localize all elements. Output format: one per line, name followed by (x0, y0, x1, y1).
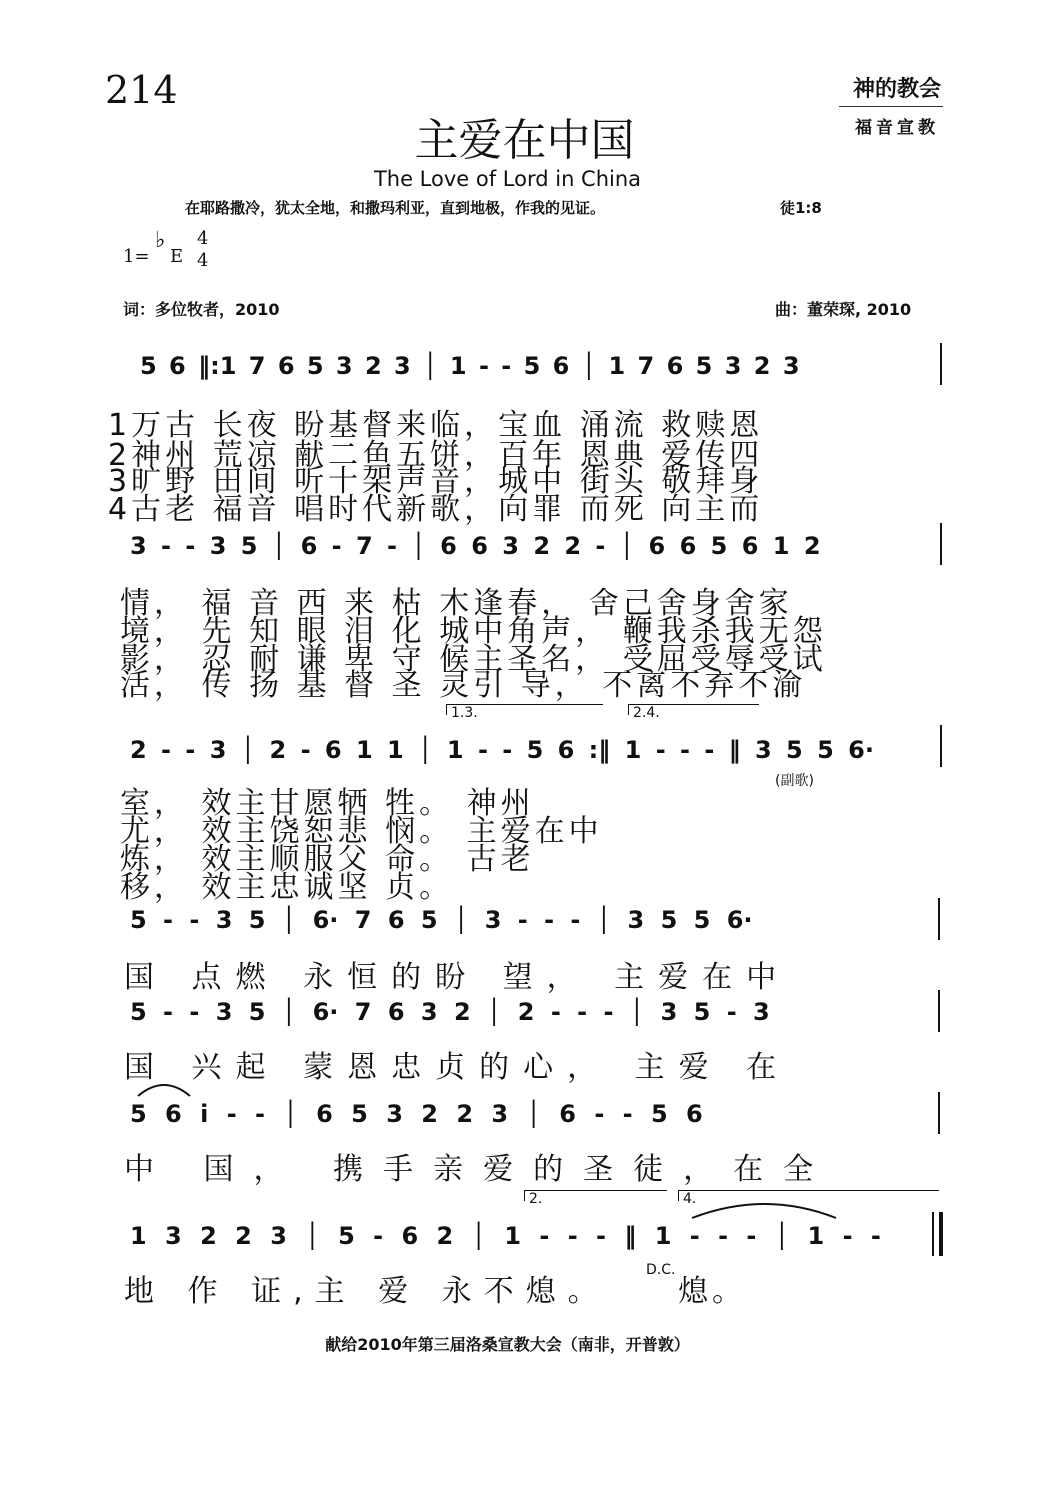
volta-1-label: 1.3. (451, 705, 478, 721)
flat-sign: ♭ (155, 228, 166, 253)
volta-1 (446, 704, 603, 721)
ts-top: 4 (197, 228, 209, 249)
lyricist-credit: 词：多位牧者，2010 (123, 300, 280, 319)
scripture-ref: 徒1:8 (780, 199, 822, 217)
org-name: 神的教会 (852, 77, 941, 102)
lyric-row-7: 地 作 证,主 爱 永不熄。 (124, 1274, 610, 1309)
volta-2-label: 2.4. (633, 705, 660, 721)
barline (938, 1092, 940, 1134)
notation-row-4: 5 - - 3 5 │ 6· 7 6 5 │ 3 - - - │ 3 5 5 6· (130, 906, 753, 934)
volta-4-label: 4. (683, 1191, 697, 1207)
notation-row-6: 5 6 i - - │ 6 5 3 2 2 3 │ 6 - - 5 6 (130, 1100, 703, 1128)
notation-row-3: 2 - - 3 │ 2 - 6 1 1 │ 1 - - 5 6 :‖ 1 - - - ‖ 3 5 5 6· (130, 736, 874, 764)
lyric-line-1-4: 4古老 福音 唱时代新歌，向罪 而死 向主而 (108, 492, 764, 527)
notation-row-2: 3 - - 3 5 │ 6 - 7 - │ 6 6 3 2 2 - │ 6 6 5 6 1 2 (130, 532, 821, 560)
lyric-line-1-2: 2神州 荒凉 献二鱼五饼，百年 恩典 爱传四 (108, 438, 764, 473)
lyric-row-6: 中 国， 携手亲爱的圣徒，在全 (124, 1152, 834, 1187)
lyric-line-1-1: 1万古 长夜 盼基督来临，宝血 涌流 救赎恩 (108, 408, 764, 443)
lyric-row-7-end: 熄。 (678, 1274, 746, 1309)
volta-2 (628, 704, 759, 721)
tie-mark (136, 1078, 196, 1098)
barline (938, 990, 940, 1032)
lyric-row-4: 国 点燃 永恒的盼 望， 主爱在中 (124, 960, 791, 995)
notation-row-1: 5 6 ‖:1 7 6 5 3 2 3 │ 1 - - 5 6 │ 1 7 6 5 3 2 3 (140, 352, 800, 380)
lyric-line-2-2: 境， 先 知 眼 泪 化 城中角声， 鞭我杀我无怨 (120, 614, 827, 649)
barline (938, 898, 940, 940)
final-barline (932, 1212, 943, 1256)
lyric-line-3-4: 移， 效主忠诚坚 贞。 (120, 870, 454, 905)
lyric-line-2-1: 情， 福 音 西 来 枯 木逢春， 舍己舍身舍家 (120, 586, 793, 621)
dc-mark: D.C. (646, 1262, 676, 1278)
lyric-row-5: 国 兴起 蒙恩忠贞的心， 主爱 在 (124, 1050, 791, 1085)
lyric-line-2-4: 活， 传 扬 基 督 圣 灵引 导， 不离不弃不渝 (120, 668, 807, 703)
lyric-line-3-1: 室， 效主甘愿牺 牲。 神州 (120, 786, 535, 821)
barline (940, 343, 942, 385)
hymn-number: 214 (105, 68, 178, 112)
volta-3 (524, 1190, 667, 1207)
hymn-subtitle: The Love of Lord in China (373, 167, 642, 191)
hymn-title: 主爱在中国 (414, 115, 635, 166)
lyric-line-1-3: 3旷野 田间 听十架声音，城中 街头 敬拜身 (108, 464, 764, 499)
dedication: 献给2010年第三届洛桑宣教大会（南非，开普敦） (325, 1335, 690, 1354)
lyric-line-2-3: 影， 忍 耐 谦 卑 守 候主圣名， 受屈受辱受试 (120, 642, 827, 677)
key-letter: E (170, 246, 184, 267)
notation-row-5: 5 - - 3 5 │ 6· 7 6 3 2 │ 2 - - - │ 3 5 - 3 (130, 998, 770, 1026)
key-prefix: 1= (123, 246, 150, 267)
scripture-verse: 在耶路撒冷，犹太全地，和撒玛利亚，直到地极，作我的见证。 (185, 199, 606, 217)
barline (940, 725, 942, 767)
lyric-line-3-2: 尤， 效主饶恕悲 悯。 主爱在中 (120, 814, 603, 849)
tie-mark (690, 1196, 840, 1220)
composer-credit: 曲：董荣琛, 2010 (775, 300, 912, 319)
lyric-line-3-3: 炼， 效主顺服父 命。 古老 (120, 842, 535, 877)
time-signature (197, 228, 208, 272)
refrain-label: (副歌) (775, 773, 814, 789)
org-subtitle: 福音宣教 (855, 118, 939, 138)
volta-3-label: 2. (529, 1191, 543, 1207)
barline (940, 523, 942, 565)
notation-row-7: 1 3 2 2 3 │ 5 - 6 2 │ 1 - - - ‖ 1 - - - │ 1 - - (130, 1222, 881, 1250)
ts-bottom: 4 (197, 250, 209, 271)
